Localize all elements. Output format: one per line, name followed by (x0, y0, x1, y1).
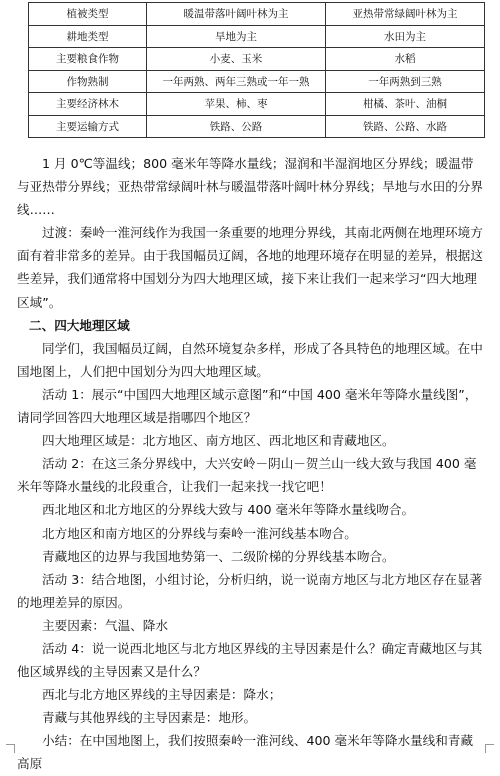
comparison-table (28, 2, 485, 138)
page-corner-mark-left (6, 744, 15, 753)
paragraph-activity-3: 活动 3：结合地图，小组讨论，分析归纳，说一说南方地区与北方地区存在显著的地理差异的原因。 (17, 571, 483, 610)
table-cell: 铁路、公路、水路 (326, 115, 485, 138)
table-cell: 一年两熟、两年三熟或一年一熟 (147, 70, 326, 93)
paragraph-answer-4a: 西北与北方地区界线的主导因素是：降水； (42, 687, 282, 703)
table-cell: 一年两熟到三熟 (326, 70, 485, 93)
paragraph-boundary-list: 1 月 0℃等温线；800 毫米年等降水量线；湿润和半湿润地区分界线；暖温带与亚热带分界线；亚热带常绿阔叶林与暖温带落叶阔叶林分界线；旱地与水田的分界线…… (17, 156, 483, 218)
table-row-header: 耕地类型 (29, 25, 147, 48)
table-row (29, 70, 485, 93)
paragraph-activity-1: 活动 1：展示“中国四大地理区域示意图”和“中国 400 毫米年等降水量线图”，请同学回答四大地理区域是指哪四个地区？ (17, 386, 478, 426)
section-heading: 二、四大地理区域 (29, 317, 130, 333)
table-row-header: 主要经济林木 (29, 93, 147, 116)
table-cell: 亚热带常绿阔叶林为主 (326, 3, 485, 26)
table-cell: 水稻 (326, 48, 485, 71)
table-cell: 铁路、公路 (147, 115, 326, 138)
paragraph-answer-2c: 青藏地区的边界与我国地势第一、二级阶梯的分界线基本吻合。 (42, 548, 395, 564)
table-cell: 柑橘、茶叶、油桐 (326, 93, 485, 116)
table-row (29, 48, 485, 71)
paragraph-activity-2: 活动 2：在这三条分界线中，大兴安岭－阴山－贺兰山一线大致与我国 400 毫米年等降水量线的北段重合，让我们一起来找一找它吧！ (17, 456, 477, 495)
body-text (17, 152, 485, 776)
paragraph-answer-2a: 西北地区和北方地区的分界线大致与 400 毫米年等降水量线吻合。 (42, 502, 415, 518)
table-row-header: 主要运输方式 (29, 115, 147, 138)
paragraph-intro: 同学们，我国幅员辽阔，自然环境复杂多样，形成了各具特色的地理区域。在中国地图上，人们把中国划分为四大地理区域。 (17, 340, 483, 379)
paragraph-summary: 小结：在中国地图上，我们按照秦岭一淮河线、400 毫米年等降水量线和青藏高原 (17, 733, 474, 772)
paragraph-answer-3: 主要因素：气温、降水 (42, 617, 168, 633)
table-row-header: 植被类型 (29, 3, 147, 26)
table-cell: 暖温带落叶阔叶林为主 (147, 3, 326, 26)
page-corner-mark-right (485, 744, 494, 753)
table-row (29, 93, 485, 116)
table-cell: 小麦、玉米 (147, 48, 326, 71)
paragraph-transition: 过渡：秦岭一淮河线作为我国一条重要的地理分界线，其南北两侧在地理环境方面有着非常多的差异。由于我国幅员辽阔，各地的地理环境存在明显的差异，根据这些差异，我们通常将中国划分为四大地理区域，接下来让我们一起来学习“四大地理区域”。 (17, 225, 483, 310)
table-row (29, 3, 485, 26)
table-body (29, 3, 485, 138)
table-row-header: 作物熟制 (29, 70, 147, 93)
table-row (29, 25, 485, 48)
table-row-header: 主要粮食作物 (29, 48, 147, 71)
paragraph-answer-1: 四大地理区域是：北方地区、南方地区、西北地区和青藏地区。 (42, 433, 395, 449)
paragraph-activity-4: 活动 4：说一说西北地区与北方地区界线的主导因素是什么？确定青藏地区与其他区域界线的主导因素又是什么？ (17, 640, 483, 680)
table-cell: 苹果、柿、枣 (147, 93, 326, 116)
table-cell: 旱地为主 (147, 25, 326, 48)
paragraph-answer-2b: 北方地区和南方地区的分界线与秦岭一淮河线基本吻合。 (42, 525, 357, 541)
table-row (29, 115, 485, 138)
table-cell: 水田为主 (326, 25, 485, 48)
paragraph-answer-4b: 青藏与其他界线的主导因素是：地形。 (42, 710, 257, 726)
